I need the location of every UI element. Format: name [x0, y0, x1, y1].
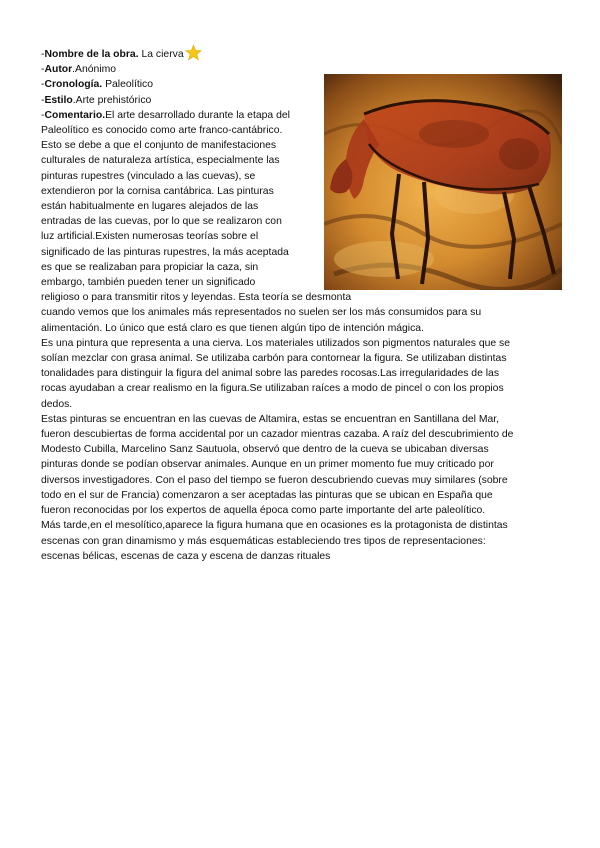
- comment-line: Esto se debe a que el conjunto de manifestaciones: [41, 140, 277, 152]
- title-value: La cierva: [138, 49, 184, 60]
- body-line: Más tarde,en el mesolítico,aparece la figura humana que en ocasiones es la protagonista de distintas: [41, 520, 508, 532]
- comment-line: significado de las pinturas rupestres, la más aceptada: [41, 246, 289, 258]
- chronology-value: Paleolítico: [102, 79, 154, 91]
- chronology-label: Cronología.: [44, 79, 103, 91]
- comment-label: Comentario.: [44, 109, 106, 121]
- comment-line: entradas de las cuevas, por lo que se realizaron con: [41, 216, 282, 228]
- body-line: fueron reconocidas por los expertos de aquella época como parte importante del arte paleolítico.: [41, 505, 486, 517]
- comment-line: alimentación. Lo único que está claro es que tienen algún tipo de intención mágica.: [41, 322, 424, 334]
- author-label: Autor: [44, 64, 73, 76]
- comment-line: pinturas rupestres (vinculado a las cuevas), se: [41, 170, 256, 182]
- body-line: escenas con gran dinamismo y más esquemáticas estableciendo tres tipos de representaciones:: [41, 535, 486, 547]
- comment-line: embargo, también pueden tener un significado: [41, 277, 256, 289]
- comment-line-0: -Comentario.El arte desarrollado durante la etapa del: [41, 109, 290, 121]
- star-icon: [185, 44, 202, 61]
- comment-line: extendieron por la cornisa cantábrica. Las pinturas: [41, 185, 274, 197]
- body-line: Es una pintura que representa a una cierva. Los materiales utilizados son pigmentos naturales que se: [41, 337, 511, 349]
- style-value: .Arte prehistórico: [72, 94, 152, 106]
- body-line: Estas pinturas se encuentran en las cuevas de Altamira, estas se encuentran en Santillana del Mar,: [41, 413, 500, 425]
- title-label: Nombre de la obra.: [44, 49, 139, 60]
- comment-line: culturales de naturaleza artística, especialmente las: [41, 155, 280, 167]
- body-line: solían mezclar con grasa animal. Se utilizaba carbón para contornear la figura. Se utilizaban distintas: [41, 353, 507, 365]
- comment-line: están habitualmente en lugares alejados de las: [41, 201, 259, 213]
- comment-line: Paleolítico es conocido como arte franco-cantábrico.: [41, 125, 283, 137]
- style-line: -Estilo.Arte prehistórico: [41, 94, 152, 106]
- comment-line: religioso o para transmitir ritos y leyendas. Esta teoría se desmonta: [41, 292, 352, 304]
- comment-text: El arte desarrollado durante la etapa del: [105, 109, 290, 121]
- body-line: Modesto Cubilla, Marcelino Sanz Sautuola, observó que dentro de la cueva se ubicaban diversas: [41, 444, 489, 456]
- body-line: todo en el sur de Francia) comenzaron a ser aceptadas las pinturas que se ubican en España que: [41, 489, 493, 501]
- chronology-line: -Cronología. Paleolítico: [41, 79, 154, 91]
- body-line: diversos investigadores. Con el paso del tiempo se fueron descubriendo cuevas muy similares (sobre: [41, 474, 508, 486]
- body-line: dedos.: [41, 398, 73, 410]
- author-line: -Autor.Anónimo: [41, 64, 117, 76]
- body-line: rocas ayudaban a crear realismo en la figura.Se utilizaban raíces a modo de pincel o con los propios: [41, 383, 504, 395]
- comment-line: cuando vemos que los animales más representados no suelen ser los más consumidos para su: [41, 307, 482, 319]
- comment-line: luz artificial.Existen numerosas teorías sobre el: [41, 231, 259, 243]
- style-label: Estilo: [44, 94, 73, 106]
- comment-line: es que se realizaban para propiciar la caza, sin: [41, 261, 259, 273]
- document-text: [41, 44, 561, 564]
- body-line: fueron descubiertas de forma accidental por un cazador mientras cazaba. A raíz del descubrimiento de: [41, 429, 514, 441]
- body-line: tonalidades para distinguir la figura del animal sobre las paredes rocosas.Las irregularidades de las: [41, 368, 500, 380]
- body-line: pinturas donde se podían observar animales. Aunque en un primer momento fue muy criticado por: [41, 459, 494, 471]
- body-line: escenas bélicas, escenas de caza y escena de danzas rituales: [41, 550, 331, 562]
- author-value: .Anónimo: [72, 64, 117, 76]
- title-line: -Nombre de la obra. La cierva: [41, 44, 561, 62]
